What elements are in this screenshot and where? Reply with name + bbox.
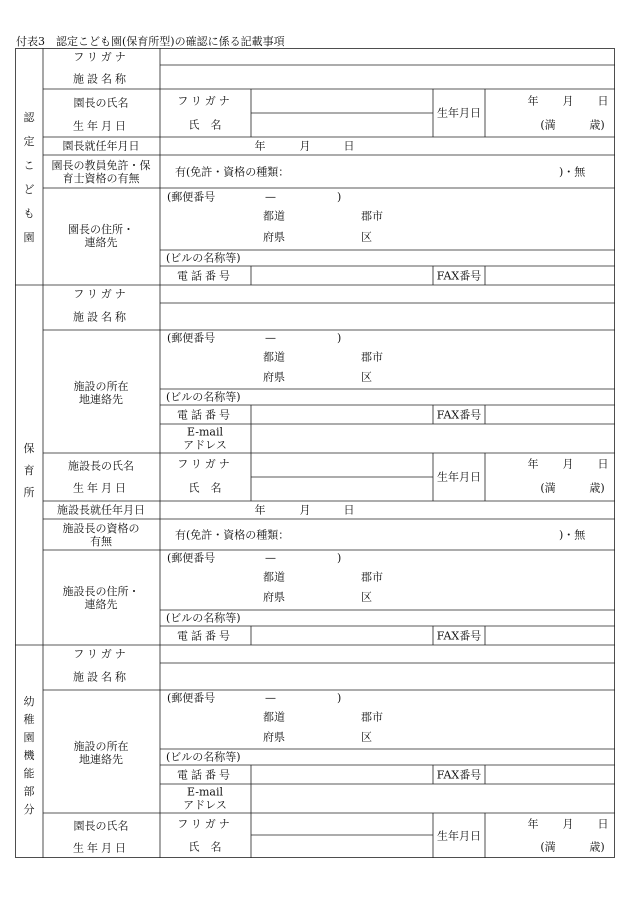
gunshi-label-2: 郡市 [361,350,383,364]
facility-name-label-3: 施設名称 [73,670,129,684]
facility-location-label-3: 施設の所在地連絡先 [73,740,129,766]
year-label-2: 年 [527,457,539,471]
postal-close: ) [337,190,342,204]
postal-dash-4: — [265,691,276,705]
phone-label-4: 電話番号 [177,768,233,782]
postal-close-4: ) [337,691,342,705]
name-label-3: 氏 名 [188,840,222,854]
phone-label-2: 電話番号 [177,408,233,422]
todo-label-4: 都道 [263,710,285,724]
head-appointed-month: 月 [299,503,311,517]
fuken-label: 府県 [263,230,285,244]
email-label-4: E-mail [187,785,223,799]
director-address-label: 園長の住所・連絡先 [68,223,134,249]
age-open-label: (満 [540,118,556,132]
fax-label-4: FAX番号 [436,768,482,782]
furigana-label-3: フリガナ [73,647,129,661]
head-address-label: 施設長の住所・連絡先 [62,585,140,611]
birth-short-label-2: 生年月日 [437,470,481,484]
age-close-label-3: 歳) [589,840,605,854]
email-label-2: E-mail [187,425,223,439]
director-appointed-label: 園長就任年月日 [62,139,140,153]
facility-name-label-2: 施設名称 [73,310,129,324]
ku-label-2: 区 [361,370,372,384]
ku-label: 区 [361,230,372,244]
head-appointed-day: 日 [343,503,355,517]
appointed-year: 年 [254,139,266,153]
fuken-label-3: 府県 [263,590,285,604]
section-label-hoikusho: 保 育 所 [23,442,35,499]
phone-label-3: 電話番号 [177,629,233,643]
license-none-text: )・無 [559,165,586,179]
form-table [15,48,615,858]
furigana-label-2: フリガナ [73,287,129,301]
building-label-2: (ビルの名称等) [166,390,241,404]
todo-label-2: 都道 [263,350,285,364]
head-appointed-year: 年 [254,503,266,517]
birthdate-label-2: 生年月日 [73,481,129,495]
postal-label-3: (郵便番号 [167,551,216,565]
day-label-2: 日 [597,457,609,471]
gunshi-label: 郡市 [361,209,383,223]
month-label: 月 [562,94,574,108]
qualification-have-text: 有(免許・資格の種類： [175,528,290,542]
ku-label-4: 区 [361,730,372,744]
furigana-sub-label-3: フリガナ [177,817,233,831]
fax-label-3: FAX番号 [436,629,482,643]
fax-label: FAX番号 [436,269,482,283]
postal-label-2: (郵便番号 [167,331,216,345]
year-label-3: 年 [527,817,539,831]
director-name-label-3: 園長の氏名 [73,819,129,833]
postal-label-4: (郵便番号 [167,691,216,705]
age-close-label-2: 歳) [589,481,605,495]
building-label-4: (ビルの名称等) [166,750,241,764]
furigana-label: フリガナ [73,50,129,64]
postal-close-2: ) [337,331,342,345]
section-label-kodomoen: 認 定 こ ど も 園 [23,111,35,244]
fuken-label-2: 府県 [263,370,285,384]
age-open-label-2: (満 [540,481,556,495]
age-open-label-3: (満 [540,840,556,854]
postal-close-3: ) [337,551,342,565]
gunshi-label-4: 郡市 [361,710,383,724]
furigana-sub-label-2: フリガナ [177,457,233,471]
building-label-3: (ビルの名称等) [166,611,241,625]
name-label-2: 氏 名 [188,481,222,495]
appointed-day: 日 [343,139,355,153]
address-label-4: アドレス [183,798,227,812]
month-label-3: 月 [562,817,574,831]
fax-label-2: FAX番号 [436,408,482,422]
fuken-label-4: 府県 [263,730,285,744]
page-title: 付表3 認定こども園(保育所型)の確認に係る記載事項 [16,35,285,48]
age-close-label: 歳) [589,118,605,132]
todo-label: 都道 [263,209,285,223]
license-have-text: 有(免許・資格の種類： [175,165,290,179]
building-label: (ビルの名称等) [166,251,241,265]
facility-name-label: 施設名称 [73,72,129,86]
postal-dash-2: — [265,331,276,345]
appointed-month: 月 [299,139,311,153]
phone-label: 電話番号 [177,269,233,283]
section-label-youchien: 幼 稚 園 機 能 部 分 [23,695,35,816]
todo-label-3: 都道 [263,570,285,584]
name-label: 氏 名 [188,118,222,132]
postal-dash: — [265,190,276,204]
postal-label: (郵便番号 [167,190,216,204]
director-license-label: 園長の教員免許・保育士資格の有無 [51,159,151,185]
address-label-2: アドレス [183,438,227,452]
qualification-none-text: )・無 [559,528,586,542]
director-name-label: 園長の氏名 [73,96,129,110]
birthdate-label: 生年月日 [73,119,129,133]
birthdate-label-3: 生年月日 [73,841,129,855]
birth-short-label-3: 生年月日 [437,829,481,843]
head-appointed-label: 施設長就任年月日 [57,503,145,517]
day-label-3: 日 [597,817,609,831]
day-label: 日 [597,94,609,108]
head-qualification-label: 施設長の資格の有無 [62,522,140,548]
postal-dash-3: — [265,551,276,565]
ku-label-3: 区 [361,590,372,604]
furigana-sub-label: フリガナ [177,94,233,108]
year-label: 年 [527,94,539,108]
birth-short-label: 生年月日 [437,106,481,120]
gunshi-label-3: 郡市 [361,570,383,584]
head-name-label: 施設長の氏名 [68,459,134,473]
month-label-2: 月 [562,457,574,471]
facility-location-label: 施設の所在地連絡先 [73,380,129,406]
